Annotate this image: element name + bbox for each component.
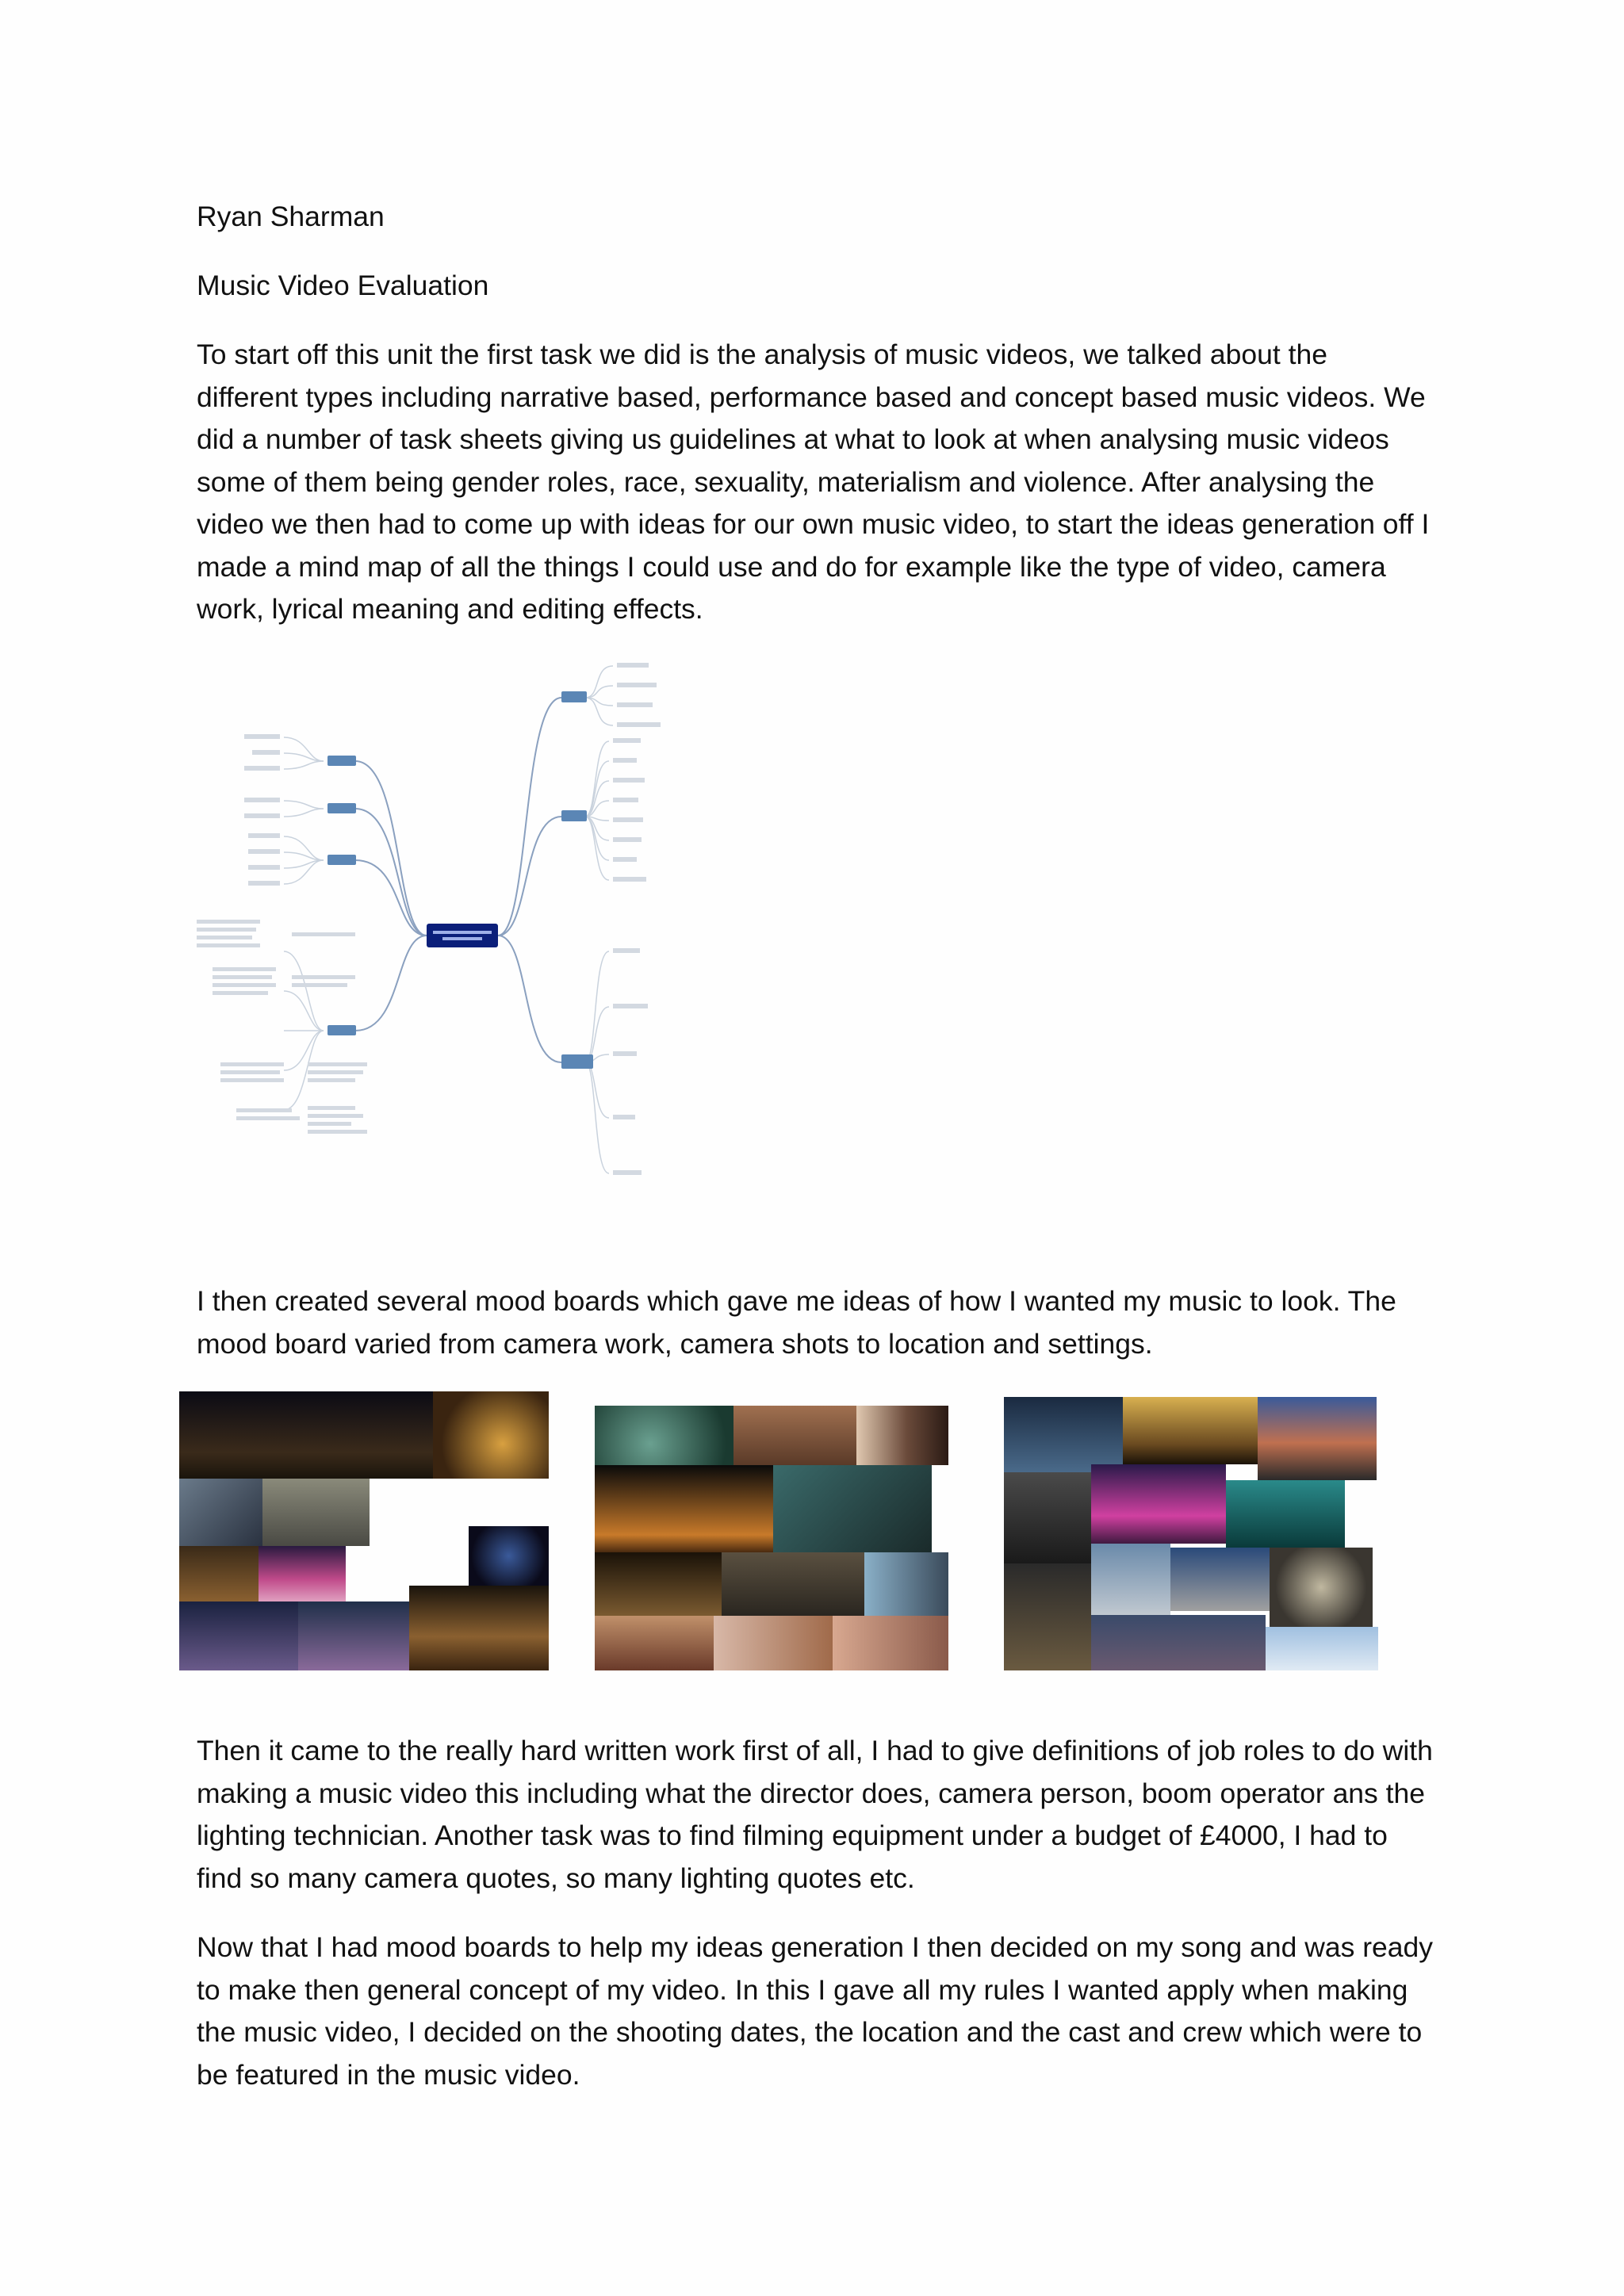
paragraph-intro: To start off this unit the first task we did is the analysis of music videos, we talked about the different types including narrative based, performance based and concept based music videos. We did a number of task sheets giving us guidelines at what to look at when analysing music videos some of them being gender roles, race, sexuality, materialism and violence. After analysing the video we then had to come up with ideas for our own music video, to start the ideas generation off I made a mind map of all the things I could use and do for example like the type of video, camera work, lyrical meaning and editing effects. xyxy=(197,339,1430,625)
document-title: Music Video Evaluation xyxy=(197,270,489,301)
mood-board-people xyxy=(595,1406,948,1670)
paragraph-mood-boards: I then created several mood boards which gave me ideas of how I wanted my music to look. The mood board varied from camera work, camera shots to location and settings. xyxy=(197,1285,1396,1360)
paragraph-concept: Now that I had mood boards to help my ideas generation I then decided on my song and was ready to make then general concept of my video. In this I gave all my rules I wanted apply when making the music video, I decided on the shooting dates, the location and the cast and crew which were to be featured in the music video. xyxy=(197,1931,1434,2091)
mind-map-image xyxy=(197,650,831,1221)
mood-board-city xyxy=(179,1391,549,1670)
author-name: Ryan Sharman xyxy=(197,201,385,232)
paragraph-written-work: Then it came to the really hard written work first of all, I had to give definitions of job roles to do with making a music video this including what the director does, camera person, boom operator ans the lighting technician. Another task was to find filming equipment under a budget of £4000, I had to find so many camera quotes, so many lighting quotes etc. xyxy=(197,1735,1433,1894)
mood-board-locations xyxy=(1004,1397,1378,1670)
